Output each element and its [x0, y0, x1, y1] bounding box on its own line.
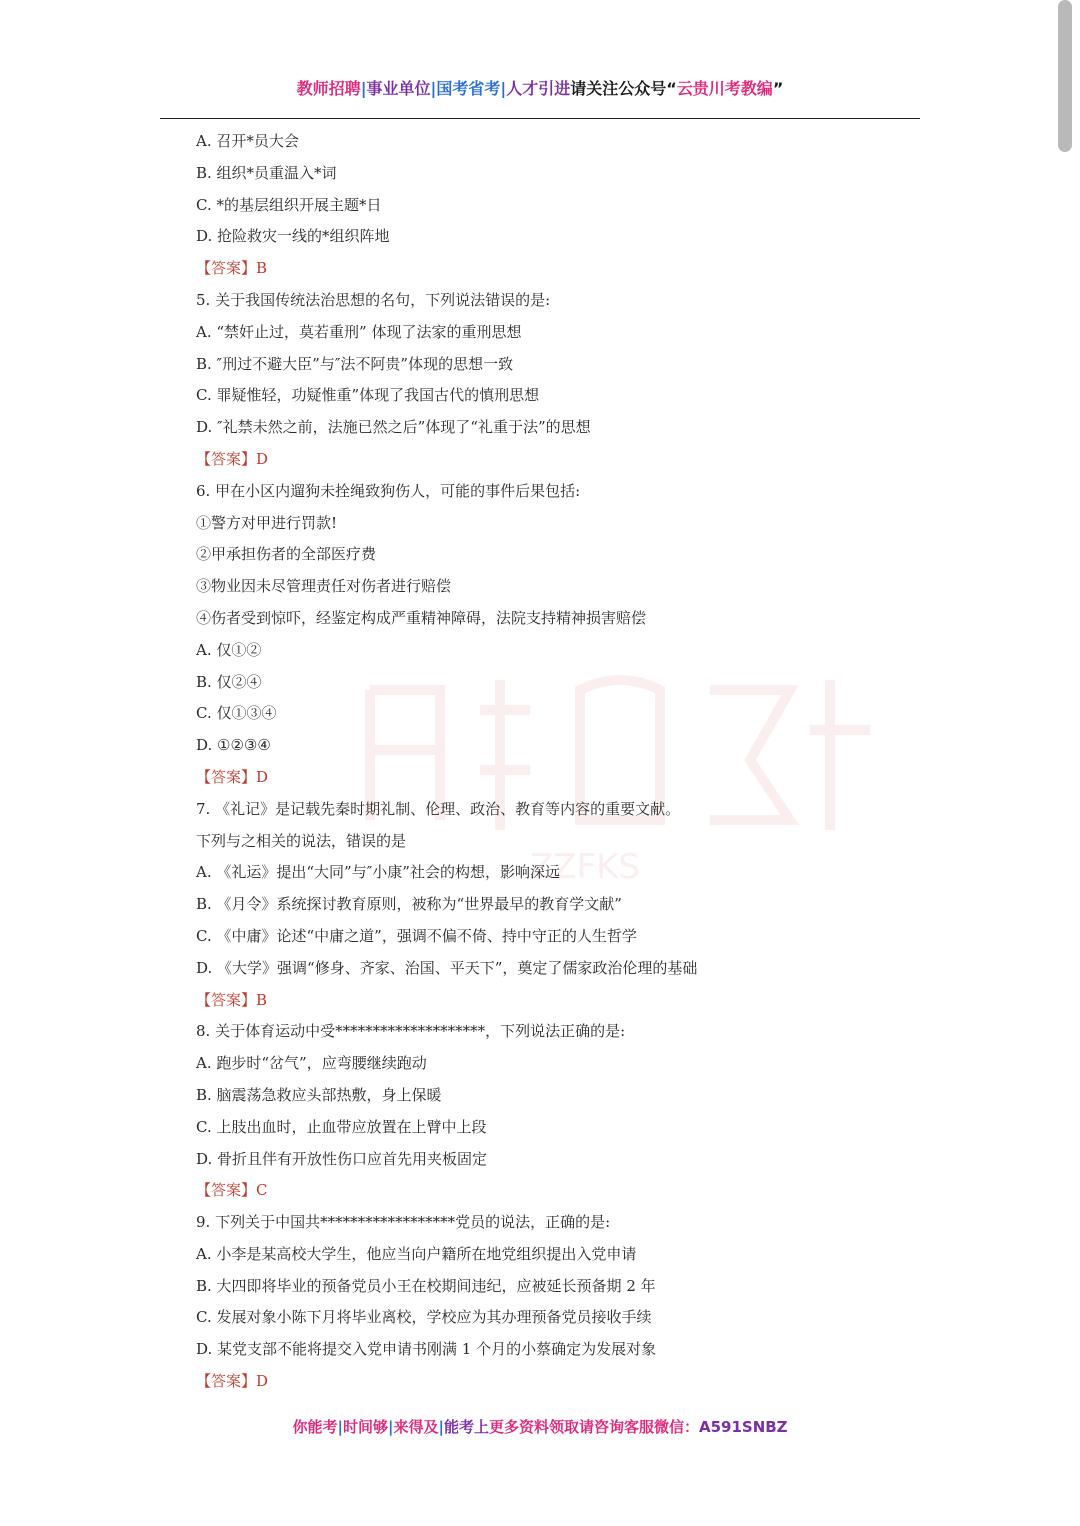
footer-separator: |: [438, 1418, 444, 1436]
header-segment: 国考省考: [436, 79, 501, 98]
footer-separator: |: [387, 1418, 394, 1436]
header-rule: [160, 118, 920, 119]
watermark-text: ZZFKS: [530, 847, 641, 887]
question-line: A. 召开*员大会: [196, 132, 299, 150]
answer-line: 【答案】D: [196, 767, 269, 786]
footer-segment: 更多资料领取请咨询客服微信：: [488, 1418, 699, 1436]
header-segment: 云贵川考教编: [676, 79, 773, 98]
question-line: A. 小李是某高校大学生，他应当向户籍所在地党组织提出入党申请: [196, 1244, 637, 1263]
question-line: 7. 《礼记》是记载先秦时期礼制、伦理、政治、教育等内容的重要文献。: [196, 799, 681, 818]
header-separator: |: [360, 79, 367, 98]
question-line: A. 《礼运》提出“大同”与″小康”社会的构想，影响深远: [196, 863, 560, 882]
question-line: B. 大四即将毕业的预备党员小王在校期间违纪，应被延长预备期 2 年: [196, 1276, 656, 1295]
question-line: B. ″刑过不避大臣”与″法不阿贵”体现的思想一致: [196, 354, 514, 373]
question-line: C. 上肢出血时，止血带应放置在上臂中上段: [196, 1117, 487, 1136]
question-line: D. 《大学》强调“修身、齐家、治国、平天下”，奠定了儒家政治伦理的基础: [196, 958, 698, 977]
answer-line: 【答案】B: [196, 990, 268, 1009]
question-line: ③物业因未尽管理责任对伤者进行赔偿: [196, 577, 452, 596]
footer-separator: |: [337, 1418, 343, 1436]
question-line: ①警方对甲进行罚款!: [196, 513, 338, 532]
question-line: C. 仅①③④: [196, 704, 277, 723]
answer-line: 【答案】B: [196, 259, 268, 278]
page-header-banner: [0, 76, 1080, 99]
question-line: D. 骨折且伴有开放性伤口应首先用夹板固定: [196, 1149, 488, 1168]
question-line: B. 《月令》系统探讨教育原则，被称为“世界最早的教育学文献”: [196, 895, 622, 914]
question-line: 9. 下列关于中国共******************党员的说法，正确的是:: [196, 1213, 611, 1232]
footer-segment: 时间够: [342, 1418, 388, 1436]
question-line: 5. 关于我国传统法治思想的名句，下列说法错误的是:: [196, 290, 551, 309]
question-line: D. ″礼禁未然之前，法施已然之后”体现了“礼重于法”的思想: [196, 418, 591, 437]
header-separator: |: [500, 79, 507, 98]
question-line: C. 《中庸》论述“中庸之道”，强调不偏不倚、持中守正的人生哲学: [196, 926, 637, 945]
page-footer-banner: [0, 1416, 1080, 1437]
question-line: D. ①②③④: [196, 736, 271, 755]
header-separator: |: [430, 79, 437, 98]
scrollbar-thumb[interactable]: [1058, 0, 1072, 152]
question-line: 8. 关于体育运动中受********************，下列说法正确的是:: [196, 1022, 626, 1041]
question-line: ④伤者受到惊吓，经鉴定构成严重精神障碍，法院支持精神损害赔偿: [196, 608, 647, 627]
question-line: A. “禁奸止过，莫若重刑” 体现了法家的重刑思想: [196, 322, 522, 341]
footer-segment: 来得及: [393, 1418, 439, 1436]
question-line: C. 罪疑惟轻，功疑惟重”体现了我国古代的慎刑思想: [196, 386, 540, 405]
question-line: A. 跑步时“岔气”，应弯腰继续跑动: [196, 1054, 427, 1073]
question-content: [196, 126, 916, 1398]
question-line: A. 仅①②: [196, 640, 262, 659]
answer-line: 【答案】D: [196, 449, 269, 468]
header-segment: 教师招聘: [296, 79, 361, 98]
header-segment: 人才引进: [506, 79, 571, 98]
question-line: C. 发展对象小陈下月将毕业离校，学校应为其办理预备党员接收手续: [196, 1308, 652, 1327]
question-line: 下列与之相关的说法，错误的是: [196, 831, 407, 850]
question-line: D. 抢险救灾一线的*组织阵地: [196, 227, 390, 246]
question-line: B. 脑震荡急救应头部热敷，身上保暖: [196, 1085, 442, 1104]
question-line: B. 仅②④: [196, 672, 262, 691]
question-line: 6. 甲在小区内遛狗未拴绳致狗伤人，可能的事件后果包括:: [196, 481, 581, 500]
question-line: B. 组织*员重温入*词: [196, 163, 337, 182]
question-line: ②甲承担伤者的全部医疗费: [196, 545, 377, 564]
header-segment: 事业单位: [366, 79, 431, 98]
answer-line: 【答案】D: [196, 1372, 269, 1391]
footer-segment: 能考上: [443, 1418, 489, 1436]
question-line: C. *的基层组织开展主题*日: [196, 195, 382, 214]
header-segment: ”: [772, 79, 784, 98]
footer-segment: A591SNBZ: [698, 1418, 788, 1436]
footer-segment: 你能考: [292, 1418, 338, 1436]
question-line: D. 某党支部不能将提交入党申请书刚满 1 个月的小蔡确定为发展对象: [196, 1340, 657, 1359]
header-segment: 请关注公众号“: [570, 79, 677, 98]
answer-line: 【答案】C: [196, 1181, 268, 1200]
